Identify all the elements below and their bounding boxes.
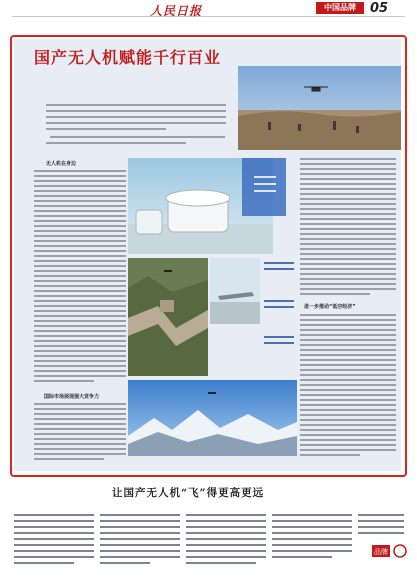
- feature-title: 国产无人机赋能千行百业: [34, 48, 222, 67]
- great-wall-photo: [128, 258, 208, 376]
- subhead-low-altitude-economy: 进一步推动“低空经济”: [304, 304, 356, 310]
- aircraft-photo: [210, 258, 260, 324]
- subhead-drones-around-us: 无人机在身边: [46, 161, 77, 167]
- drone-icon: [208, 392, 216, 394]
- highlight-panel: [242, 158, 286, 216]
- masthead-logo: 人民日报: [150, 4, 203, 18]
- hero-photo: [238, 66, 401, 150]
- section-tag: 中国品牌: [316, 2, 364, 14]
- commentary-title: 让国产无人机“飞”得更高更远: [112, 487, 265, 499]
- mountain-photo: [128, 380, 297, 456]
- header-rule: [12, 16, 405, 17]
- drone-icon: [164, 270, 172, 272]
- page-number: 05: [370, 1, 389, 16]
- brand-badge: [372, 543, 408, 557]
- subhead-international-market: 国际市场展现强大竞争力: [44, 394, 100, 400]
- svg-text:品牌: 品牌: [374, 548, 388, 556]
